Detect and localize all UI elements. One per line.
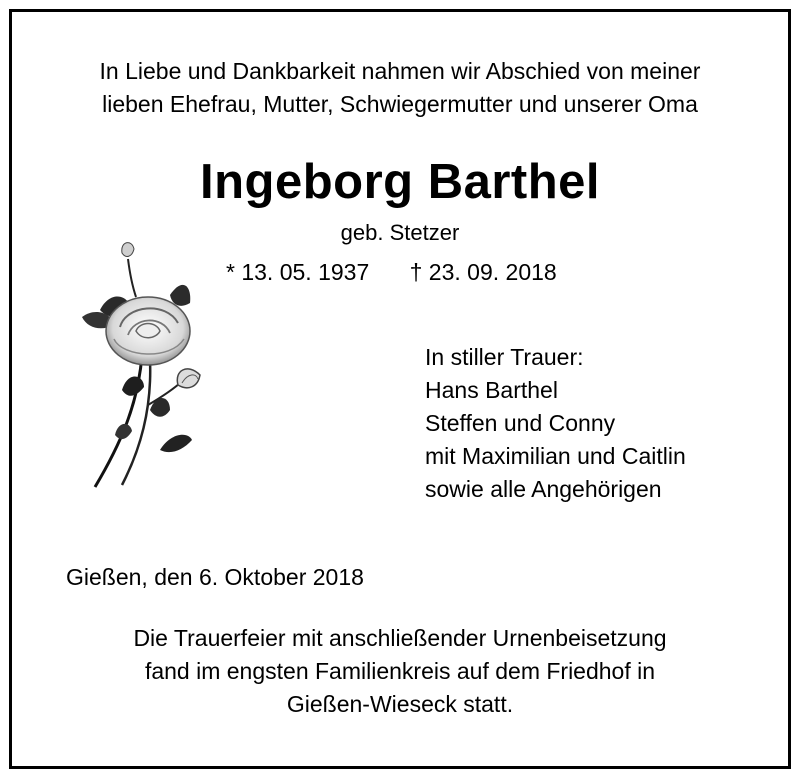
notice-line-1: Die Trauerfeier mit anschließender Urnenbeisetzung (133, 625, 667, 651)
intro-line-1: In Liebe und Dankbarkeit nahmen wir Abschied von meiner (99, 58, 701, 84)
notice-line-3: Gießen-Wieseck statt. (286, 691, 514, 717)
intro-line-2: lieben Ehefrau, Mutter, Schwiegermutter und unserer Oma (102, 91, 698, 117)
rose-icon (70, 235, 220, 495)
notice-line-2: fand im engsten Familienkreis auf dem Friedhof in (144, 658, 656, 684)
mourner-3: mit Maximilian und Caitlin (425, 443, 686, 469)
deceased-name: Ingeborg Barthel (199, 155, 601, 209)
mourner-4: sowie alle Angehörigen (425, 476, 662, 502)
death-date: † 23. 09. 2018 (409, 259, 557, 285)
birth-date: * 13. 05. 1937 (226, 259, 370, 285)
funeral-notice (20, 622, 780, 721)
place-and-date: Gießen, den 6. Oktober 2018 (66, 564, 364, 590)
mourners-block (425, 341, 686, 506)
intro-text (20, 55, 780, 121)
mourner-1: Hans Barthel (425, 377, 558, 403)
mourner-2: Steffen und Conny (425, 410, 616, 436)
mourners-heading: In stiller Trauer: (425, 344, 584, 370)
life-dates (226, 256, 557, 288)
birth-name: geb. Stetzer (340, 220, 460, 245)
